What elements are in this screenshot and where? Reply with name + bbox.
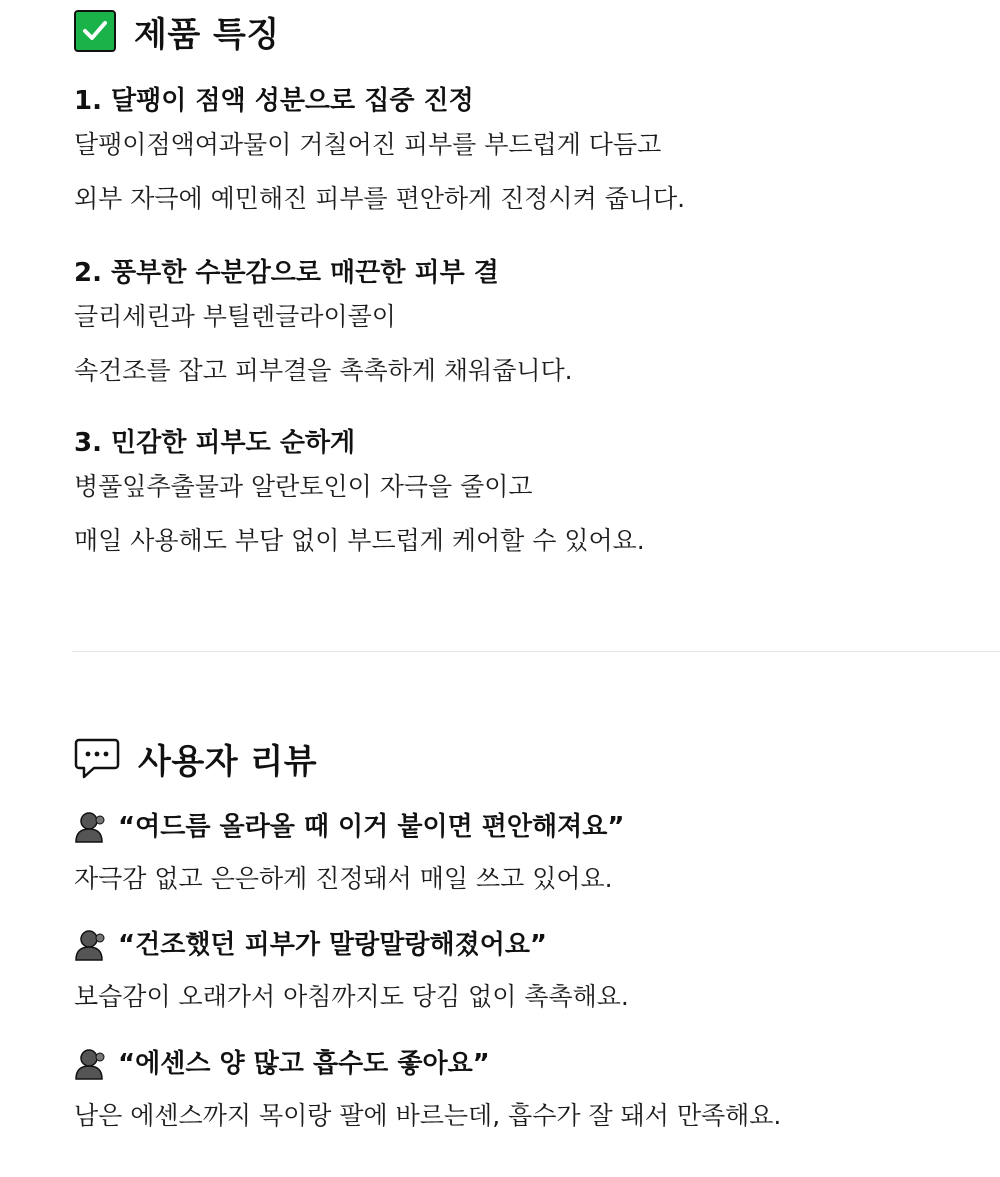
feature-item [74,84,974,226]
feature-heading: 1. 달팽이 점액 성분으로 집중 진정 [74,86,474,116]
review-quote: “건조했던 피부가 말랑말랑해졌어요” [118,930,548,960]
feature-description-line: 병풀잎추출물과 알란토인이 자극을 줄이고 [74,472,533,501]
review-heading [74,810,984,844]
feature-description-line: 글리세린과 부틸렌글라이콜이 [74,302,396,331]
section-divider [72,651,1000,652]
review-quote: “여드름 올라올 때 이거 붙이면 편안해져요” [118,812,625,842]
review-text: 보습감이 오래가서 아침까지도 당김 없이 촉촉해요. [74,982,629,1011]
person-silhouette-icon [74,928,108,962]
person-silhouette-icon [74,1047,108,1081]
feature-item [74,256,974,398]
review-heading [74,1047,984,1081]
feature-heading: 2. 풍부한 수분감으로 매끈한 피부 결 [74,258,499,288]
feature-item [74,426,974,568]
reviews-section-title [74,732,317,784]
review-item [74,928,984,1024]
review-quote: “에센스 양 많고 흡수도 좋아요” [118,1049,490,1079]
feature-description-line: 달팽이점액여과물이 거칠어진 피부를 부드럽게 다듬고 [74,130,662,159]
speech-balloon-icon [74,736,120,780]
reviews-title-text: 사용자 리뷰 [138,741,318,782]
review-item [74,810,984,906]
feature-description-line: 매일 사용해도 부담 없이 부드럽게 케어할 수 있어요. [74,526,645,555]
check-mark-button-icon [74,10,116,52]
feature-description-line: 외부 자극에 예민해진 피부를 편안하게 진정시켜 줍니다. [74,184,686,213]
features-title-text: 제품 특징 [134,14,280,55]
review-text: 남은 에센스까지 목이랑 팔에 바르는데, 흡수가 잘 돼서 만족해요. [74,1101,782,1130]
features-section-title [74,8,280,54]
feature-description-line: 속건조를 잡고 피부결을 촉촉하게 채워줍니다. [74,356,573,385]
person-silhouette-icon [74,810,108,844]
review-text: 자극감 없고 은은하게 진정돼서 매일 쓰고 있어요. [74,864,613,893]
review-item [74,1047,984,1143]
feature-heading: 3. 민감한 피부도 순하게 [74,428,356,458]
review-heading [74,928,984,962]
